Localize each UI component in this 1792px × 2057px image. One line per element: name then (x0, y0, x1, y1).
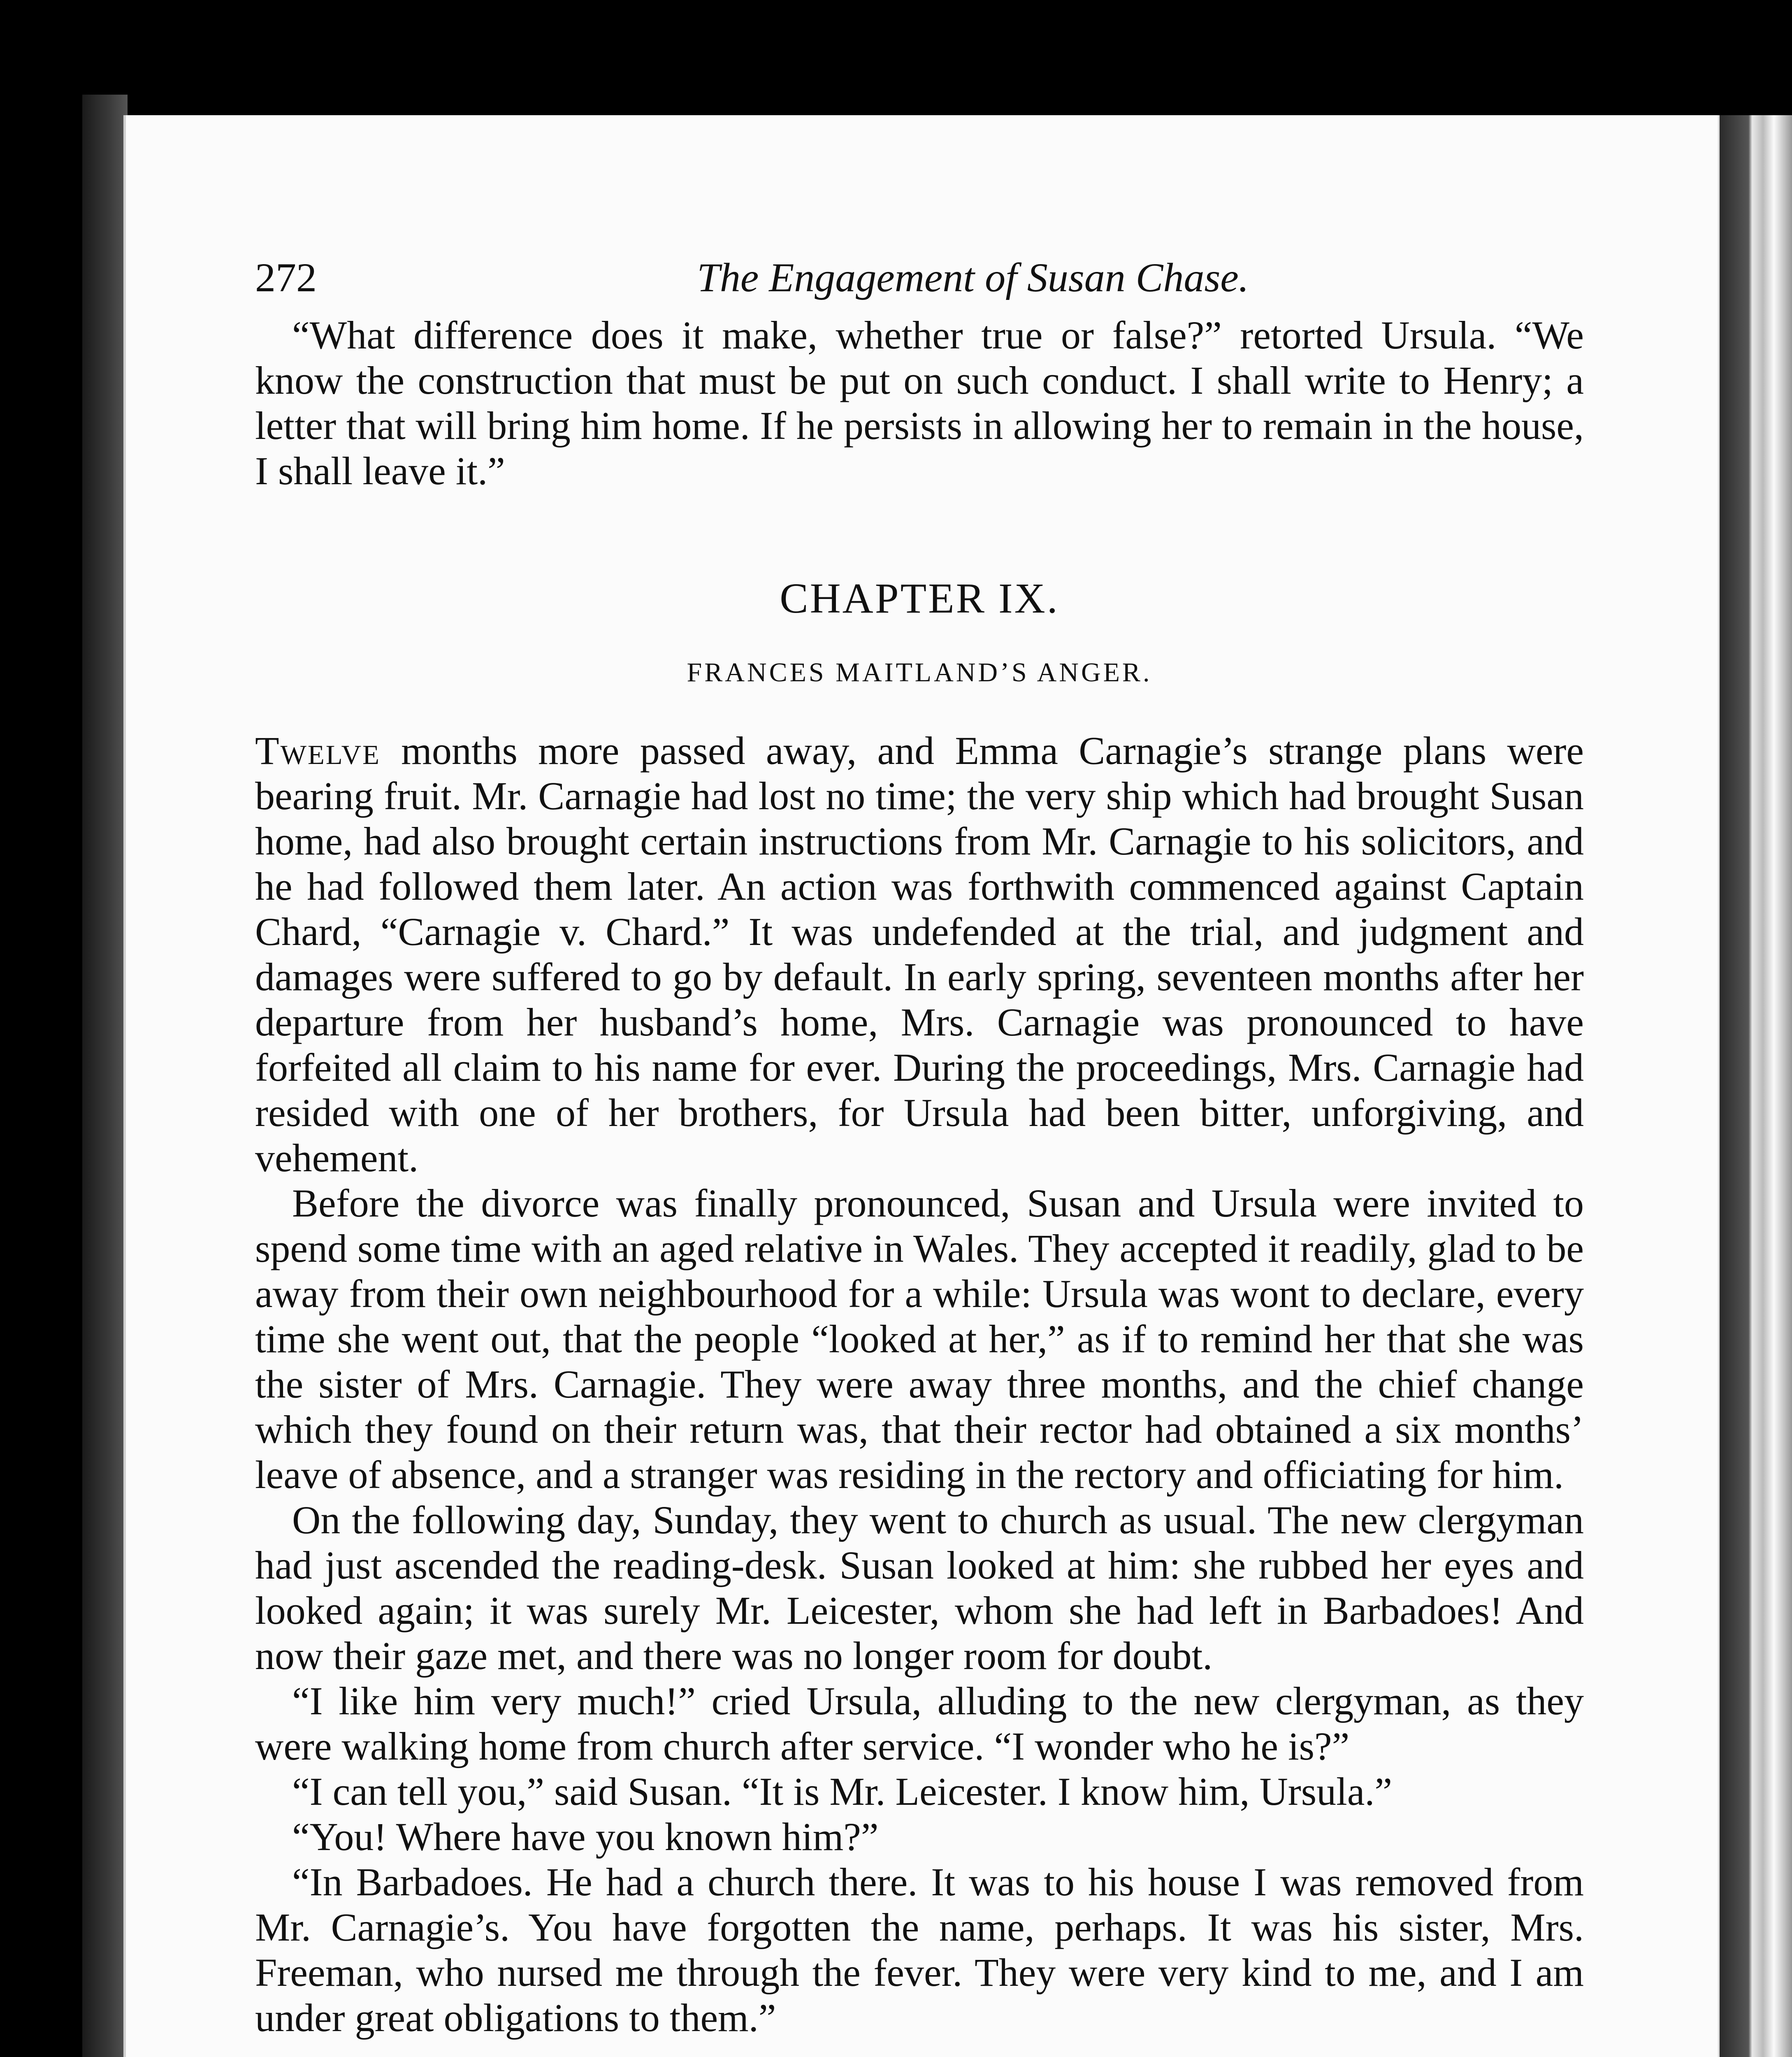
paragraph: “I can tell you,” said Susan. “It is Mr. Leicester. I know him, Ursula.” (292, 1769, 1392, 1813)
paragraph: Before the divorce was finally pronounced, Susan and Ursula were invited to spend some time with an aged relative in Wales. They accepted it readily, glad to be away from their own neighbourhood for a while: Ursula was wont to declare, every time she went out, that the people “looked at her,” as if to remind her that she was the sister of Mrs. Carnagie. They were away three months, and the chief change which they found on their return was, that their rector had obtained a six months’ leave of absence, and a stranger was residing in the rectory and officiating for him. (255, 1181, 1584, 1497)
chapter-subtitle: FRANCES MAITLAND’S ANGER. (687, 657, 1152, 687)
running-head (255, 255, 1584, 313)
running-title: The Engagement of Susan Chase. (697, 255, 1249, 300)
paragraph: “In Barbadoes. He had a church there. It was to his house I was removed from Mr. Carnagie’s. You have forgotten the name, perhaps. It was his sister, Mrs. Freeman, who nursed me through the fever. They were very kind to me, and I am under great obligations to them.” (255, 1860, 1584, 2040)
first-paragraph-text: months more passed away, and Emma Carnagie’s strange plans were bearing fruit. Mr. Carnagie had lost no time; the very ship which had brought Susan home, had also brought certain instructions from Mr. Carnagie to his solicitors, and he had followed them later. An action was forthwith commenced against Captain Chard, “Carnagie v. Chard.” It was undefended at the trial, and judgment and damages were suffered to go by default. In early spring, seventeen months after her departure from her husband’s home, Mrs. Carnagie was pronounced to have forfeited all claim to his name for ever. During the proceedings, Mrs. Carnagie had resided with one of her brothers, for Ursula had been bitter, unforgiving, and vehement. (255, 729, 1584, 1180)
paragraph: “You! Where have you known him?” (292, 1815, 879, 1859)
page-content (255, 255, 1584, 2041)
chapter-title: CHAPTER IX. (780, 575, 1059, 622)
first-paragraph (255, 728, 1584, 1181)
book-edge (82, 95, 128, 2057)
paragraph: “I like him very much!” cried Ursula, alluding to the new clergyman, as they were walking home from church after service. “I wonder who he is?” (255, 1679, 1584, 1768)
page-number: 272 (255, 255, 317, 300)
page-gutter (1720, 115, 1792, 2057)
paragraph: On the following day, Sunday, they went to church as usual. The new clergyman had just ascended the reading-desk. Susan looked at him: she rubbed her eyes and looked again; it was surely Mr. Leicester, whom she had left in Barbadoes! And now their gaze met, and there was no longer room for doubt. (255, 1498, 1584, 1678)
paragraph-top-1: “What difference does it make, whether true or false?” retorted Ursula. “We know the construction that must be put on such conduct. I shall write to Henry; a letter that will bring him home. If he persists in allowing her to remain in the house, I shall leave it.” (255, 313, 1584, 493)
drop-lead-word: Twelve (255, 729, 381, 773)
